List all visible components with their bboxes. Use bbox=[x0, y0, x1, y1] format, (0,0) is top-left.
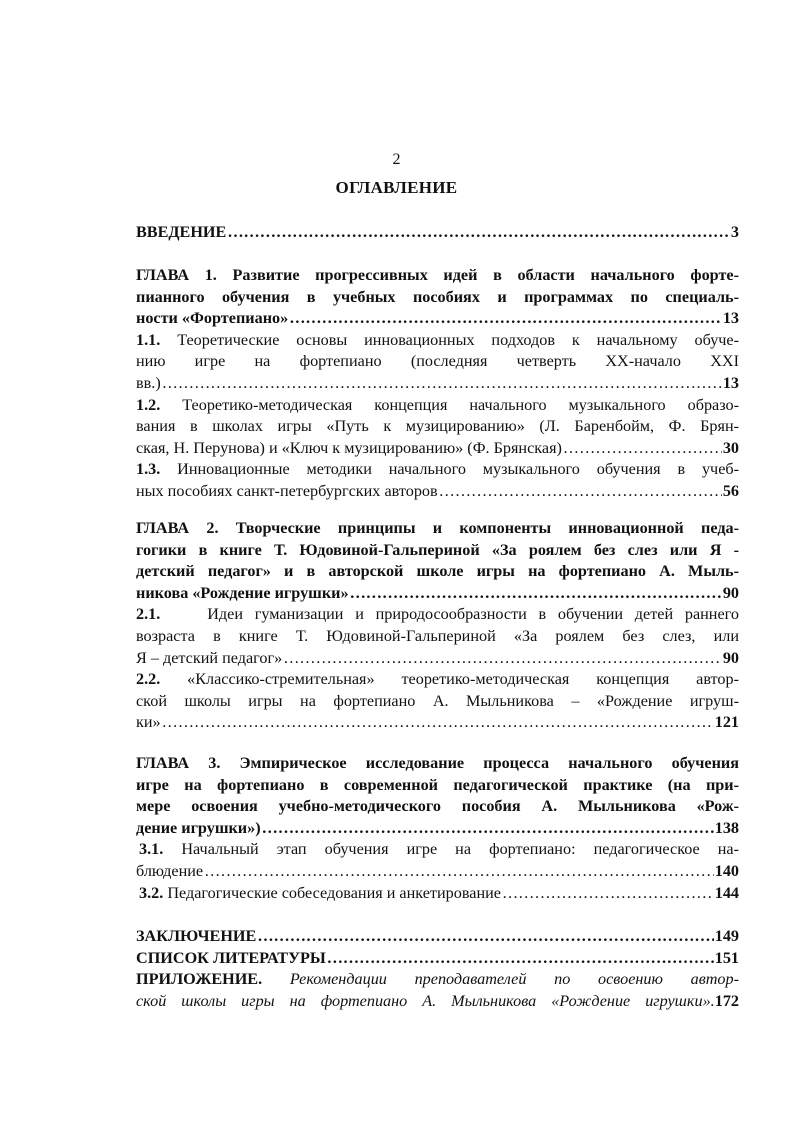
toc-title: ОГЛАВЛЕНИЕ bbox=[335, 178, 458, 197]
section-text: ской школы игры на фортепиано А. Мыльникова – «Рождение игруш- bbox=[136, 691, 739, 710]
chapter-2-line: ГЛАВА 2. Творческие принципы и компоненты инновационной педа- bbox=[136, 519, 739, 537]
section-last-label: ных пособиях санкт-петербургских авторов bbox=[136, 481, 438, 500]
section-number: 1.2. bbox=[136, 395, 161, 414]
dot-leader bbox=[162, 712, 714, 734]
section-last-label: Я – детский педагог» bbox=[136, 648, 283, 667]
toc-chapter-1[interactable] bbox=[136, 265, 739, 503]
section-number: 3.1. bbox=[139, 840, 164, 859]
section-text: нию игре на фортепиано (последняя четверть XX-начало XXI bbox=[136, 352, 739, 371]
section-number: 2.2. bbox=[136, 670, 161, 689]
chapter-3-line: ГЛАВА 3. Эмпирическое исследование процесса начального обучения bbox=[136, 754, 739, 772]
toc-intro[interactable] bbox=[136, 222, 739, 244]
toc-appendix[interactable] bbox=[136, 969, 739, 1012]
section-text: Теоретические основы инновационных подходов к начальному обуче- bbox=[177, 330, 739, 349]
dot-leader bbox=[327, 948, 714, 970]
section-text: вания в школах игры «Путь к музицированию» (Л. Баренбойм, Ф. Брян- bbox=[136, 417, 739, 436]
chapter-3-line: мере освоения учебно-методического пособия А. Мыльникова «Рож- bbox=[136, 797, 739, 816]
bibliography-label: СПИСОК ЛИТЕРАТУРЫ bbox=[136, 948, 326, 967]
section-text: возраста в книге Т. Юдовиной-Гальпериной «За роялем без слез, или bbox=[136, 626, 739, 645]
toc-section-2-2[interactable] bbox=[136, 669, 739, 734]
conclusion-page: 149 bbox=[714, 927, 739, 945]
toc-section-1-2[interactable] bbox=[136, 395, 739, 460]
dot-leader bbox=[262, 818, 714, 840]
toc-chapter-3[interactable] bbox=[136, 753, 739, 904]
toc-section-3-1[interactable] bbox=[136, 839, 739, 882]
section-number: 3.2. bbox=[139, 883, 164, 902]
section-text: Теоретико-методическая концепция начального музыкального образо- bbox=[182, 395, 739, 414]
section-text: Идеи гуманизации и природосообразности в обучении детей раннего bbox=[207, 605, 739, 624]
section-number: 1.1. bbox=[136, 330, 161, 349]
chapter-2-line: гогики в книге Т. Юдовиной-Гальпериной «За роялем без слез или Я - bbox=[136, 540, 739, 559]
section-page: 144 bbox=[714, 883, 739, 902]
toc-bibliography[interactable] bbox=[136, 948, 739, 970]
conclusion-label: ЗАКЛЮЧЕНИЕ bbox=[136, 927, 257, 945]
section-page: 121 bbox=[714, 713, 739, 732]
section-number: 1.3. bbox=[136, 460, 161, 479]
chapter-1-line: пианного обучения в учебных пособиях и программах по специаль- bbox=[136, 287, 739, 306]
section-last-label: ская, Н. Перунова) и «Ключ к музицированию» (Ф. Брянская) bbox=[136, 438, 562, 457]
section-last-label: Педагогические собеседования и анкетирование bbox=[167, 883, 501, 902]
section-page: 140 bbox=[714, 861, 739, 880]
section-last-label: ки» bbox=[136, 713, 161, 732]
section-number: 2.1. bbox=[136, 605, 161, 624]
section-page: 90 bbox=[722, 648, 739, 667]
toc-section-2-1[interactable] bbox=[136, 604, 739, 669]
dot-leader bbox=[439, 481, 722, 503]
dot-leader bbox=[563, 438, 722, 460]
chapter-3-last-label: дение игрушки») bbox=[136, 818, 261, 837]
toc-conclusion[interactable] bbox=[136, 926, 739, 948]
appendix-text: ской школы игры на фортепиано А. Мыльникова «Рождение игрушки». bbox=[136, 991, 715, 1010]
section-text: «Классико-стремительная» теоретико-методическая концепция автор- bbox=[187, 670, 739, 689]
dot-leader bbox=[204, 861, 714, 883]
toc-chapter-2[interactable] bbox=[136, 518, 739, 734]
dot-leader bbox=[227, 222, 730, 244]
chapter-3-page: 138 bbox=[714, 818, 739, 837]
intro-page: 3 bbox=[730, 223, 739, 241]
appendix-label: ПРИЛОЖЕНИЕ. bbox=[136, 970, 263, 989]
section-last-label: блюдение bbox=[136, 861, 204, 880]
toc-section-1-1[interactable] bbox=[136, 330, 739, 395]
chapter-2-page: 90 bbox=[722, 583, 739, 602]
section-text: Начальный этап обучения игре на фортепиано: педагогическое на- bbox=[181, 840, 739, 859]
chapter-2-last-label: никова «Рождение игрушки» bbox=[136, 583, 349, 602]
dot-leader bbox=[350, 583, 722, 605]
section-text: Инновационные методики начального музыкального обучения в учеб- bbox=[177, 460, 739, 479]
section-page: 56 bbox=[722, 481, 739, 500]
toc-section-3-2[interactable] bbox=[136, 883, 739, 905]
chapter-1-last-label: ности «Фортепиано» bbox=[136, 309, 289, 328]
appendix-text: Рекомендации преподавателей по освоению автор- bbox=[289, 970, 739, 989]
dot-leader bbox=[289, 308, 722, 330]
chapter-2-line: детский педагог» и в авторской школе игры на фортепиано А. Мыль- bbox=[136, 562, 739, 581]
dot-leader bbox=[257, 926, 713, 948]
chapter-1-line: ГЛАВА 1. Развитие прогрессивных идей в области начального форте- bbox=[136, 266, 739, 284]
section-page: 13 bbox=[722, 373, 739, 392]
chapter-3-line: игре на фортепиано в современной педагогической практике (на при- bbox=[136, 775, 739, 794]
bibliography-page: 151 bbox=[714, 948, 739, 967]
section-page: 30 bbox=[722, 438, 739, 457]
toc-section-1-3[interactable] bbox=[136, 459, 739, 502]
dot-leader bbox=[162, 373, 722, 395]
appendix-page: 172 bbox=[714, 991, 739, 1010]
page-number: 2 bbox=[392, 151, 401, 168]
section-last-label: вв.) bbox=[136, 373, 161, 392]
chapter-1-page: 13 bbox=[722, 309, 739, 328]
dot-leader bbox=[283, 648, 722, 670]
dot-leader bbox=[502, 883, 714, 905]
intro-label: ВВЕДЕНИЕ bbox=[136, 223, 227, 241]
toc-end-matter bbox=[136, 926, 739, 1012]
